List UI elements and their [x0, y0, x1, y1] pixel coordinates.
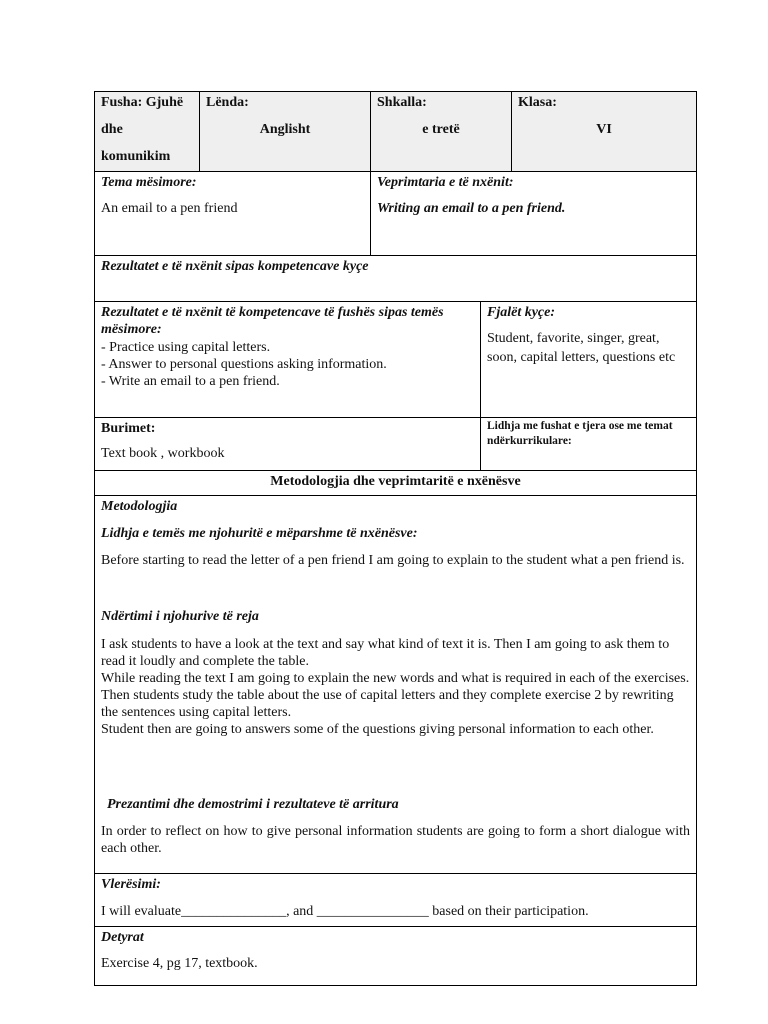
shkalla-label: Shkalla: — [377, 95, 427, 110]
shkalla-value: e tretë — [422, 122, 460, 137]
rezultatet-kyce-label: Rezultatet e të nxënit sipas kompetencave kyçe — [101, 259, 369, 274]
tema-value: An email to a pen friend — [101, 201, 238, 216]
header-row — [95, 92, 696, 172]
fjalet-cell — [480, 302, 696, 417]
fusha-value-2: dhe — [101, 122, 123, 137]
burimet-cell — [95, 418, 480, 470]
burimet-row — [95, 418, 696, 471]
prezantimi-heading: Prezantimi dhe demostrimi i rezultateve të arritura — [107, 797, 399, 812]
fusha-cell — [95, 92, 199, 171]
metodologjia-row — [95, 496, 696, 874]
prezantimi-text: In order to reflect on how to give personal information students are going to form a short dialogue with each other. — [101, 824, 690, 856]
klasa-value: VI — [596, 122, 612, 137]
fusha-value-1: Gjuhë — [145, 95, 184, 110]
shkalla-cell — [370, 92, 511, 171]
metodologjia-title: Metodologjia dhe veprimtaritë e nxënësve — [270, 474, 521, 489]
tema-label: Tema mësimore: — [101, 175, 197, 190]
klasa-cell — [511, 92, 696, 171]
lenda-value: Anglisht — [259, 122, 311, 137]
rezultatet-fushes-label: Rezultatet e të nxënit të kompetencave të fushës sipas temës mësimore: — [101, 305, 444, 337]
klasa-label: Klasa: — [518, 95, 557, 110]
lenda-cell — [199, 92, 370, 171]
vleresimi-value: I will evaluate_______________, and ________________ based on their participation. — [101, 904, 589, 919]
fjalet-label: Fjalët kyçe: — [487, 305, 556, 320]
detyrat-row — [95, 927, 696, 985]
ndertimi-paragraph: While reading the text I am going to explain the new words and what is required in each of the exercises. — [101, 671, 690, 686]
ndertimi-paragraph: Student then are going to answers some of the questions giving personal information to each other. — [101, 722, 654, 737]
vleresimi-label: Vlerësimi: — [101, 877, 161, 892]
veprimtaria-label: Veprimtaria e të nxënit: — [377, 175, 514, 190]
burimet-label: Burimet: — [101, 421, 156, 436]
tema-row — [95, 172, 696, 256]
lidhja-text: Before starting to read the letter of a pen friend I am going to explain to the student what a pen friend is. — [101, 553, 685, 568]
veprimtaria-cell — [370, 172, 696, 255]
lidhja-fushat-cell — [480, 418, 696, 470]
ndertimi-paragraph: Then students study the table about the use of capital letters and they complete exercise 2 by rewriting the sentences using capital letters. — [101, 688, 674, 720]
lidhja-fushat-label: Lidhja me fushat e tjera ose me temat ndërkurrikulare: — [487, 420, 673, 447]
fusha-value-3: komunikim — [101, 149, 171, 164]
rezultatet-kyce-row — [95, 256, 696, 302]
tema-cell — [95, 172, 370, 255]
rezultatet-item: - Write an email to a pen friend. — [101, 374, 280, 389]
rezultatet-item: - Practice using capital letters. — [101, 340, 271, 355]
ndertimi-text — [101, 636, 690, 738]
vleresimi-row — [95, 874, 696, 927]
lesson-plan-table — [94, 91, 697, 986]
lidhja-heading: Lidhja e temës me njohuritë e mëparshme të nxënësve: — [101, 526, 418, 541]
rezultatet-fushes-cell — [95, 302, 480, 417]
rezultatet-fushes-row — [95, 302, 696, 418]
metodologjia-title-row — [95, 471, 696, 496]
veprimtaria-value: Writing an email to a pen friend. — [377, 201, 566, 216]
fjalet-value: Student, favorite, singer, great, soon, capital letters, questions etc — [487, 331, 676, 365]
fusha-label: Fusha: — [101, 95, 143, 110]
lenda-label: Lënda: — [206, 95, 249, 110]
rezultatet-item: - Answer to personal questions asking information. — [101, 357, 387, 372]
detyrat-value: Exercise 4, pg 17, textbook. — [101, 956, 258, 971]
burimet-value: Text book , workbook — [101, 446, 225, 461]
detyrat-label: Detyrat — [101, 930, 144, 945]
ndertimi-paragraph: I ask students to have a look at the text and say what kind of text it is. Then I am going to ask them to read it loudly and complete the table. — [101, 637, 670, 669]
ndertimi-heading: Ndërtimi i njohurive të reja — [101, 609, 259, 624]
metodologjia-heading: Metodologjia — [101, 499, 178, 514]
